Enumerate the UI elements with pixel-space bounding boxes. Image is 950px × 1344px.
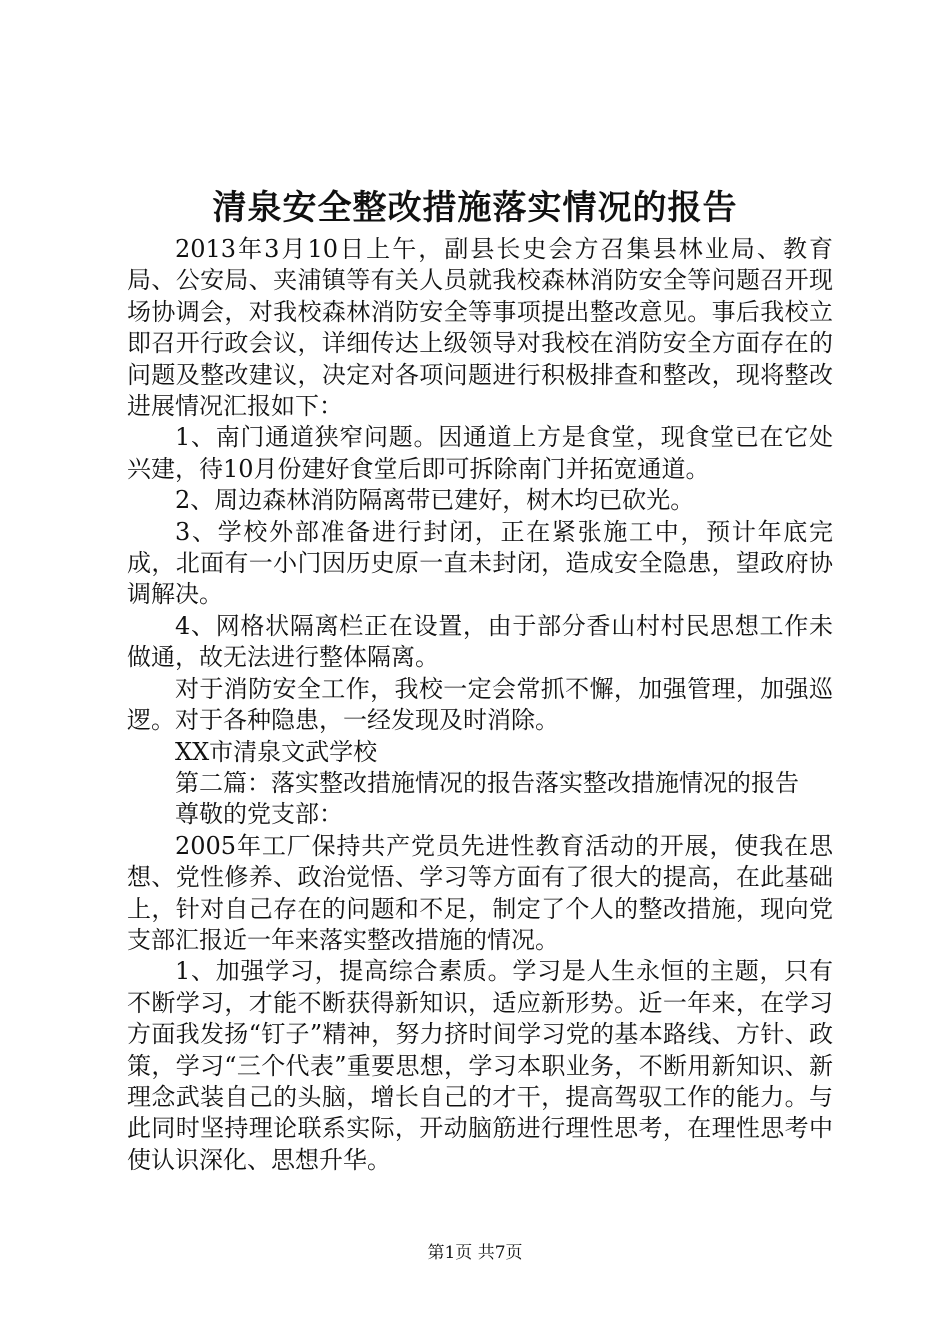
second-article-heading: 第二篇：落实整改措施情况的报告落实整改措施情况的报告 bbox=[175, 768, 799, 797]
document-body bbox=[127, 234, 833, 1176]
paragraph-item-1: 1、南门通道狭窄问题。因通道上方是食堂，现食堂已在它处兴建，待10月份建好食堂后即可拆除南门并拓宽通道。 bbox=[127, 423, 833, 483]
salutation: 尊敬的党支部： bbox=[175, 800, 343, 829]
paragraph-item-2: 2、周边森林消防隔离带已建好，树木均已砍光。 bbox=[175, 486, 695, 515]
paragraph-item-4: 4、网格状隔离栏正在设置，由于部分香山村村民思想工作未做通，故无法进行整体隔离。 bbox=[127, 611, 833, 672]
signature-school: XX市清泉文武学校 bbox=[175, 737, 378, 766]
page-number-footer: 第1页 共7页 bbox=[427, 1243, 523, 1263]
paragraph-item-3: 3、学校外部准备进行封闭，正在紧张施工中，预计年底完成，北面有一小门因历史原一直未封闭，造成安全隐患，望政府协调解决。 bbox=[127, 517, 833, 609]
paragraph-conclusion: 对于消防安全工作，我校一定会常抓不懈，加强管理，加强巡逻。对于各种隐患，一经发现及时消除。 bbox=[127, 674, 833, 735]
document-title: 清泉安全整改措施落实情况的报告 bbox=[212, 188, 738, 228]
paragraph-second-item-1: 1、加强学习，提高综合素质。学习是人生永恒的主题，只有不断学习，才能不断获得新知识，适应新形势。近一年来，在学习方面我发扬“钉子”精神，努力挤时间学习党的基本路线、方针、政策，学习“三个代表”重要思想，学习本职业务，不断用新知识、新理念武装自己的头脑，增长自己的才干，提高驾驭工作的能力。与此同时坚持理论联系实际，开动脑筋进行理性思考，在理性思考中使认识深化、思想升华。 bbox=[127, 957, 833, 1174]
paragraph-intro: 2013年3月10日上午，副县长史会方召集县林业局、教育局、公安局、夹浦镇等有关人员就我校森林消防安全等问题召开现场协调会，对我校森林消防安全等事项提出整改意见。事后我校立即召开行政会议，详细传达上级领导对我校在消防安全方面存在的问题及整改建议，决定对各项问题进行积极排查和整改，现将整改进展情况汇报如下： bbox=[127, 235, 833, 421]
paragraph-second-intro: 2005年工厂保持共产党员先进性教育活动的开展，使我在思想、党性修养、政治觉悟、学习等方面有了很大的提高，在此基础上，针对自己存在的问题和不足，制定了个人的整改措施，现向党支部汇报近一年来落实整改措施的情况。 bbox=[127, 831, 833, 954]
